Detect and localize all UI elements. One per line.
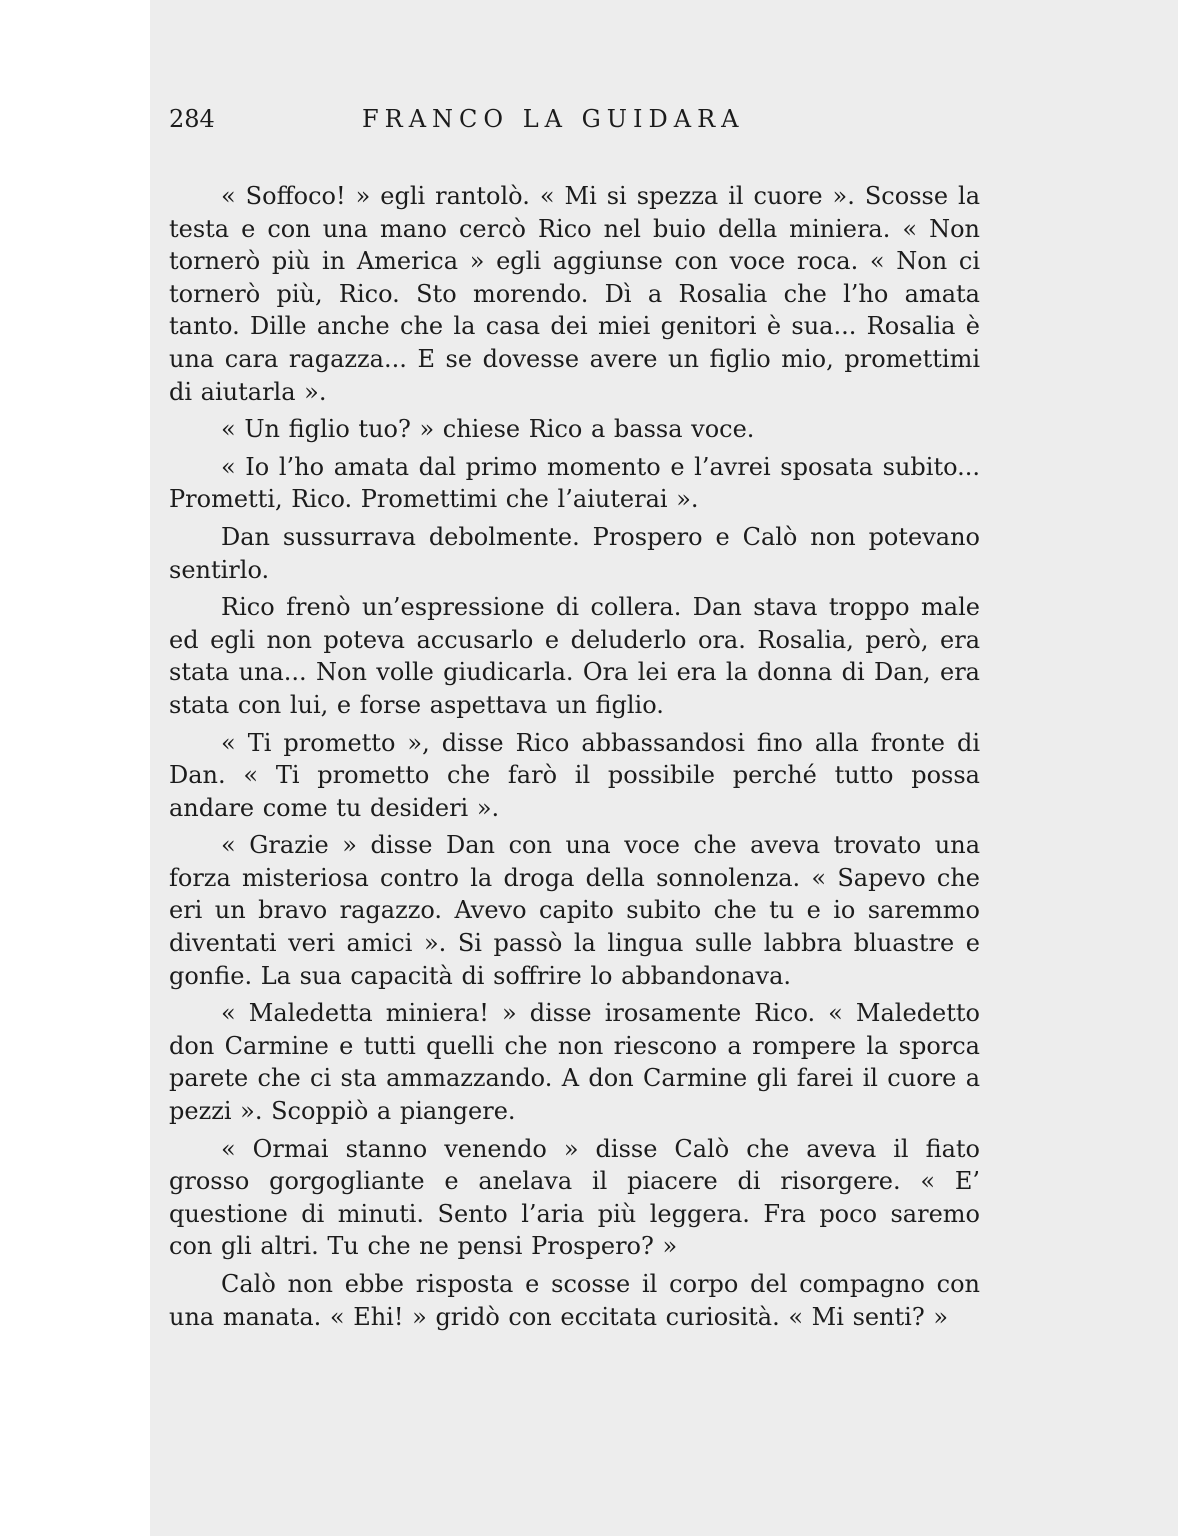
paragraph: Rico frenò un’espressione di collera. Dan stava troppo male ed egli non poteva accusarlo e deluderlo ora. Rosalia, però, era stata una... Non volle giudicarla. Ora lei era la donna di Dan, era stata con lui, e forse aspettava un figlio.: [169, 593, 980, 719]
page-number: 284: [169, 105, 215, 133]
paragraph: « Un figlio tuo? » chiese Rico a bassa voce.: [221, 415, 755, 444]
paragraph: « Ormai stanno venendo » disse Calò che aveva il fiato grosso gorgogliante e anelava il piacere di risorgere. « E’ questione di minuti. Sento l’aria più leggera. Fra poco saremo con gli altri. Tu che ne pensi Prospero? »: [169, 1134, 980, 1261]
running-title: FRANCO LA GUIDARA: [362, 105, 745, 133]
paragraph: « Soffoco! » egli rantolò. « Mi si spezza il cuore ». Scosse la testa e con una mano cercò Rico nel buio della miniera. « Non tornerò più in America » egli aggiunse con voce roca. « Non ci tornerò più, Rico. Sto morendo. Dì a Rosalia che l’ho amata tanto. Dille anche che la casa dei miei genitori è sua... Rosalia è una cara ragazza... E se dovesse avere un figlio mio, promettimi di aiutarla ».: [169, 182, 980, 406]
paragraph: « Io l’ho amata dal primo momento e l’avrei sposata subito... Prometti, Rico. Promettimi che l’aiuterai ».: [169, 452, 980, 514]
paragraph: Calò non ebbe risposta e scosse il corpo del compagno con una manata. « Ehi! » gridò con eccitata curiosità. « Mi senti? »: [169, 1270, 980, 1331]
paragraph: Dan sussurrava debolmente. Prospero e Calò non potevano sentirlo.: [169, 522, 980, 584]
page-header: [169, 105, 980, 145]
body-text: [169, 180, 980, 1338]
paragraph: « Maledetta miniera! » disse irosamente Rico. « Maledetto don Carmine e tutti quelli che non riescono a rompere la sporca parete che ci sta ammazzando. A don Carmine gli farei il cuore a pezzi ». Scoppiò a piangere.: [169, 999, 980, 1126]
paragraph: « Ti prometto », disse Rico abbassandosi fino alla fronte di Dan. « Ti prometto che farò il possibile perché tutto possa andare come tu desideri ».: [169, 728, 980, 822]
scan-margin: [0, 0, 150, 1536]
paragraph: « Grazie » disse Dan con una voce che aveva trovato una forza misteriosa contro la droga della sonnolenza. « Sapevo che eri un bravo ragazzo. Avevo capito subito che tu e io saremmo diventati veri amici ». Si passò la lingua sulle labbra bluastre e gonfie. La sua capacità di soffrire lo abbandonava.: [169, 831, 980, 990]
